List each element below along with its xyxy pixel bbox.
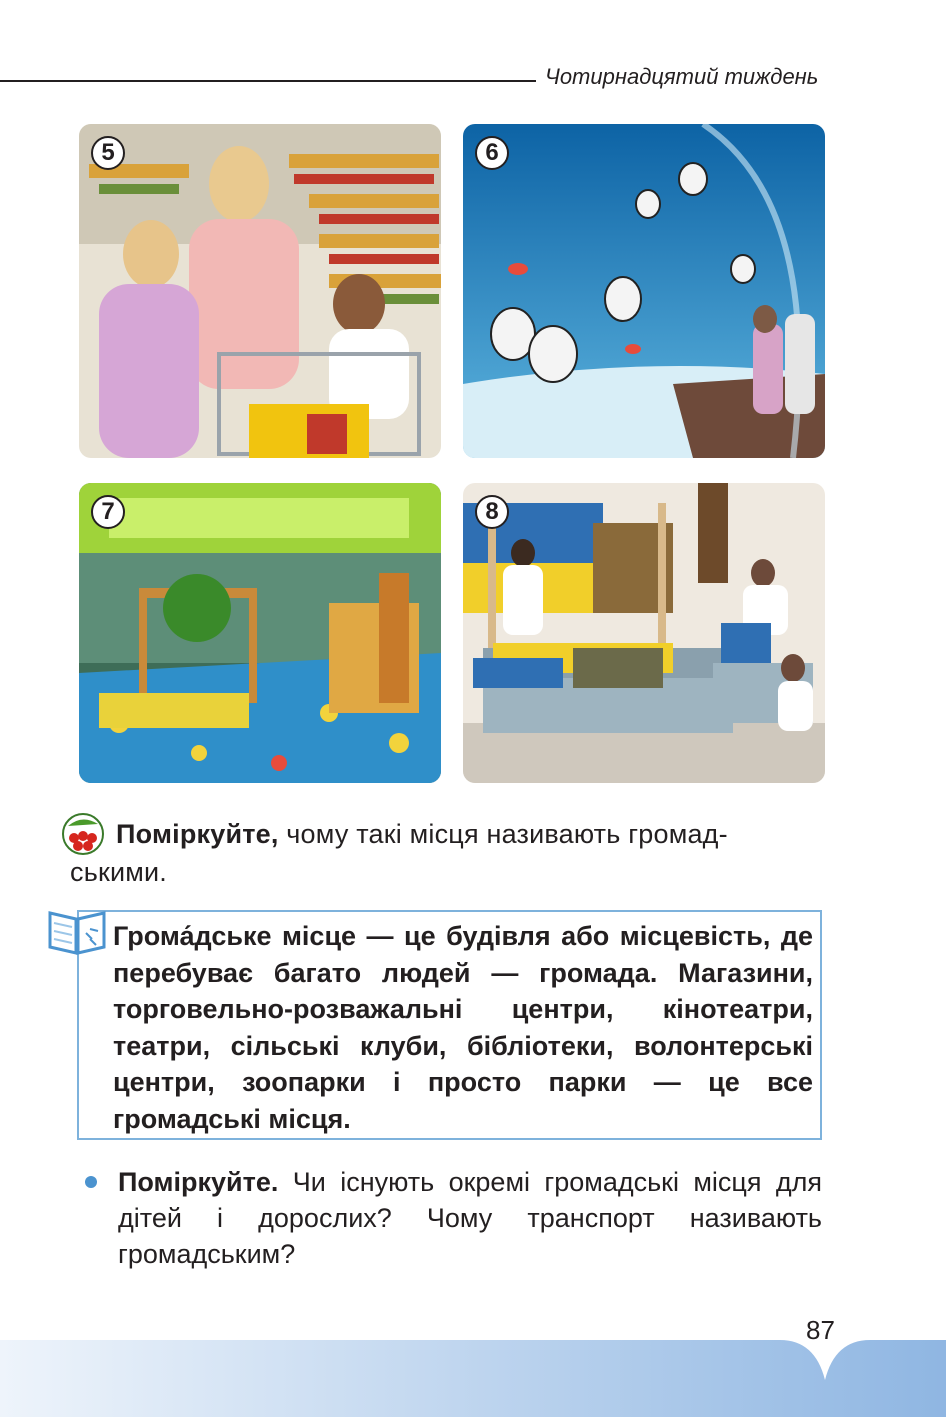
think-bold: Поміркуйте, xyxy=(116,819,279,849)
photo-number-badge: 8 xyxy=(475,495,509,529)
indoor-playground-photo xyxy=(79,483,441,783)
header-rule xyxy=(0,80,536,82)
photo-number-badge: 7 xyxy=(91,495,125,529)
bullet-dot xyxy=(85,1176,97,1188)
photo-volunteer-center xyxy=(463,483,825,783)
supermarket-family-photo xyxy=(79,124,441,458)
header-title: Чотирнадцятий тиждень xyxy=(545,64,819,89)
photo-aquarium xyxy=(463,124,825,458)
question-body: Чи існують окремі громадські місця для дітей і дорослих? Чому транспорт називають громадським? xyxy=(118,1167,822,1269)
aquarium-tunnel-photo xyxy=(463,124,825,458)
definition-text: Грома́дське місце — це будівля або місцевість, де перебуває багато людей — громада. Магазини, торговельно-розважальні центри, кінотеатри, театри, сільські клуби, бібліотеки, волонтерські центри, зоопарки і просто парки — це все громадські місця. xyxy=(113,921,813,1134)
photo-number-badge: 5 xyxy=(91,136,125,170)
question-bold: Поміркуйте. xyxy=(118,1167,279,1197)
photo-supermarket xyxy=(79,124,441,458)
open-book-icon xyxy=(46,905,108,957)
question-text xyxy=(118,1164,822,1272)
think-prompt xyxy=(70,815,830,891)
photo-number-badge: 6 xyxy=(475,136,509,170)
think-text: чому такі місця називають громад- xyxy=(278,819,728,849)
photo-playground xyxy=(79,483,441,783)
volunteer-center-photo xyxy=(463,483,825,783)
page-number: 87 xyxy=(806,1315,835,1345)
footer-band xyxy=(0,1340,946,1417)
think-text-continued: ськими. xyxy=(70,857,168,887)
